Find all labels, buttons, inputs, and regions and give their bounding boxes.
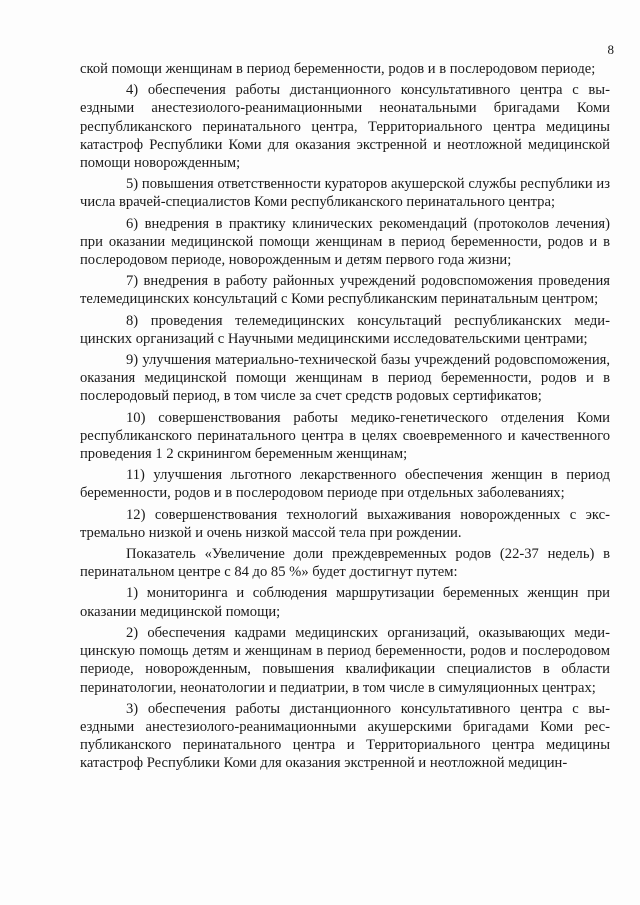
paragraph-item-6: 6) внедрения в практику клинических рекомендаций (протоколов лечения) при оказании медицинской помощи женщинам в период беременности, родов и в послеродовом периоде, новорожденным и детям первого года жизни; [80, 215, 610, 269]
paragraph-measure-1: 1) мониторинга и соблюдения маршрутизации беременных женщин при оказании медицинской помощи; [80, 585, 610, 620]
paragraph-item-9: 9) улучшения материально-технической базы учреждений родовспоможения, оказания медицинской помощи женщинам в период беременности, родов и в послеродовый период, в том числе за счет средств родовых сертификатов; [80, 352, 610, 405]
paragraph-item-8: 8) проведения телемедицинских консультаций республиканских медицинских организаций с Научными медицинскими исследовательскими центрами; [80, 312, 610, 347]
paragraph-item-4: 4) обеспечения работы дистанционного консультативного центра с выездными анестезиолого-реанимационными неонатальными бригадами Коми республиканского перинатального центра, Территориального центра медицины катастроф Республики Коми для оказания экстренной и неотложной медицинской помощи новорожденным; [80, 82, 610, 172]
paragraph-item-12: 12) совершенствования технологий выхаживания новорожденных с экстремально низкой и очень низкой массой тела при рождении. [80, 506, 610, 541]
paragraph-indicator: Показатель «Увеличение доли преждевременных родов (22-37 недель) в перинатальном центре с 84 до 85 %» будет достигнут путем: [80, 546, 610, 581]
paragraph-item-5: 5) повышения ответственности кураторов акушерской службы республики из числа врачей-специалистов Коми республиканского перинатального центра; [80, 176, 610, 211]
document-body [80, 60, 610, 776]
paragraph-item-11: 11) улучшения льготного лекарственного обеспечения женщин в период беременности, родов и в послеродовом периоде при отдельных заболеваниях; [80, 467, 610, 502]
paragraph-continuation: ской помощи женщинам в период беременности, родов и в послеродовом периоде; [80, 61, 596, 77]
paragraph-item-7: 7) внедрения в работу районных учреждений родовспоможения проведения телемедицинских консультаций с Коми республиканским перинатальным центром; [80, 273, 610, 308]
page-number: 8 [607, 42, 614, 57]
paragraph-measure-2: 2) обеспечения кадрами медицинских организаций, оказывающих медицинскую помощь детям и женщинам в период беременности, родов и послеродовом периоде, новорожденным, повышения квалификации специалистов в области перинатологии, неонатологии и педиатрии, в том числе в симуляционных центрах; [80, 624, 610, 696]
paragraph-item-10: 10) совершенствования работы медико-генетического отделения Коми республиканского перинатального центра в целях своевременного и качественного проведения 1 2 скринингом беременным женщинам; [80, 409, 610, 463]
paragraph-measure-3: 3) обеспечения работы дистанционного консультативного центра с выездными анестезиолого-реанимационными акушерскими бригадами Коми республиканского перинатального центра и Территориального центра медицины катастроф Республики Коми для оказания экстренной и неотложной медицин- [80, 700, 610, 772]
